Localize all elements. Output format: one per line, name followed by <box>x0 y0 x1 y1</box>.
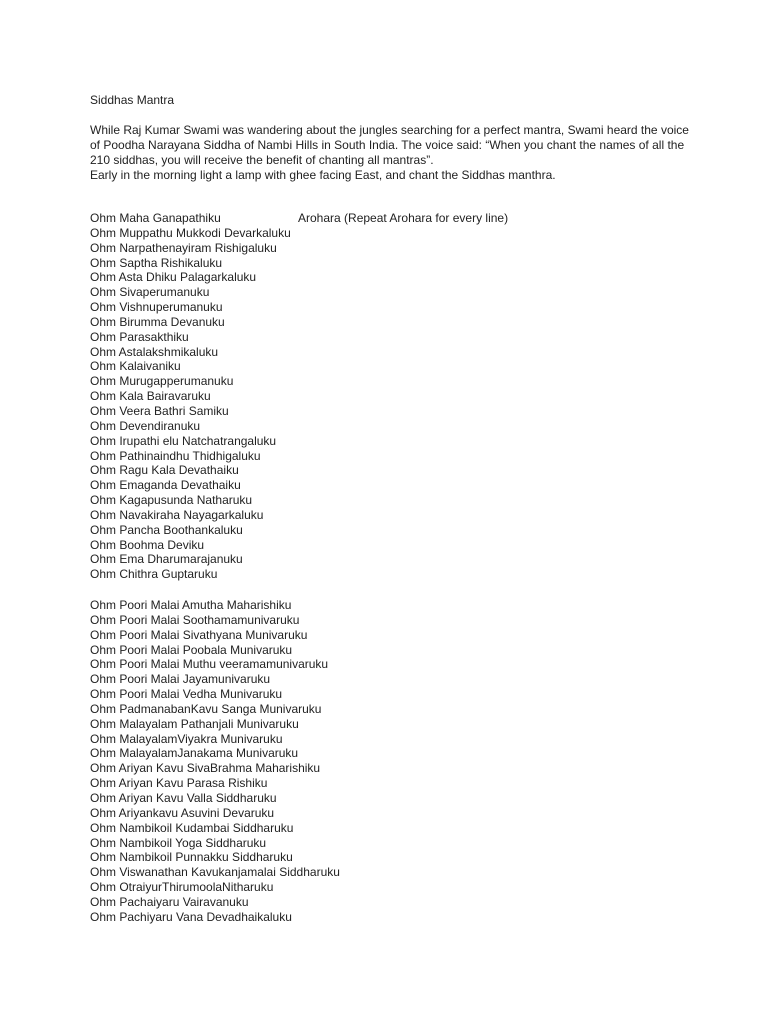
mantra-line <box>90 567 291 582</box>
mantra-line-text: Ohm Ragu Kala Devathaiku <box>90 463 239 478</box>
mantra-line <box>90 478 291 493</box>
mantra-line <box>90 463 291 478</box>
mantra-line <box>90 776 340 791</box>
mantra-line <box>90 672 340 687</box>
mantra-line-text: Ohm Astalakshmikaluku <box>90 344 219 359</box>
mantra-line <box>90 404 291 419</box>
mantra-line <box>90 330 291 345</box>
mantra-line <box>90 434 291 449</box>
mantra-line-text: Ohm Poori Malai Vedha Munivaruku <box>90 687 283 702</box>
mantra-line <box>90 746 340 761</box>
mantra-line-text: Ohm Pachiyaru Vana Devadhaikaluku <box>90 909 292 924</box>
mantra-line <box>90 285 291 300</box>
page-title: Siddhas Mantra <box>90 93 175 107</box>
mantra-line-text: Ohm Birumma Devanuku <box>90 314 225 329</box>
mantra-line-text: Ohm Poori Malai Jayamunivaruku <box>90 672 271 687</box>
mantra-line <box>90 628 340 643</box>
mantra-line <box>90 315 291 330</box>
mantra-line <box>90 493 291 508</box>
mantra-line <box>90 211 509 226</box>
mantra-line-text: Ohm Poori Malai Amutha Maharishiku <box>90 598 292 612</box>
mantra-line-text: Ohm Ariyan Kavu Valla Siddharuku <box>90 790 277 805</box>
mantra-line-text: Ohm Maha Ganapathiku <box>90 211 221 225</box>
mantra-line <box>90 523 291 538</box>
intro-paragraph: While Raj Kumar Swami was wandering about the jungles searching for a perfect mantra, Swami heard the voice of Poodha Narayana Siddha of Nambi Hills in South India. The voice said: “When you chant the names of all the 210 siddhas, you will receive the benefit of chanting all mantras”. <box>90 123 689 167</box>
mantra-line <box>90 508 291 523</box>
intro-instruction: Early in the morning light a lamp with ghee facing East, and chant the Siddhas manthra. <box>90 167 556 182</box>
mantra-list-deities <box>90 211 509 582</box>
mantra-line-text: Ohm Poori Malai Poobala Munivaruku <box>90 642 293 657</box>
mantra-line-text: Ohm Parasakthiku <box>90 329 189 344</box>
mantra-line-text: Ohm Muppathu Mukkodi Devarkaluku <box>90 225 291 240</box>
mantra-line <box>90 865 340 880</box>
mantra-line-text: Ohm Irupathi elu Natchatrangaluku <box>90 433 277 448</box>
mantra-line-text: Ohm Boohma Deviku <box>90 537 205 552</box>
mantra-line <box>90 806 340 821</box>
mantra-line <box>90 821 340 836</box>
mantra-line <box>90 761 340 776</box>
mantra-line <box>90 226 291 241</box>
mantra-line <box>90 910 340 925</box>
mantra-line <box>90 270 291 285</box>
mantra-line <box>90 345 291 360</box>
mantra-line <box>90 657 340 672</box>
mantra-line-text: Ohm Kala Bairavaruku <box>90 389 211 404</box>
mantra-line-text: Ohm Pachaiyaru Vairavanuku <box>90 894 249 909</box>
mantra-line-text: Ohm PadmanabanKavu Sanga Munivaruku <box>90 701 322 716</box>
mantra-line-text: Ohm MalayalamViyakra Munivaruku <box>90 731 283 746</box>
mantra-line <box>90 359 291 374</box>
mantra-line-text: Ohm Poori Malai Muthu veeramamunivaruku <box>90 657 329 672</box>
mantra-line-text: Ohm Malayalam Pathanjali Munivaruku <box>90 716 299 731</box>
mantra-list-siddhas <box>90 598 340 925</box>
mantra-line <box>90 552 291 567</box>
mantra-line <box>90 613 340 628</box>
mantra-line-text: Ohm Kalaivaniku <box>90 359 181 374</box>
mantra-line-text: Ohm MalayalamJanakama Munivaruku <box>90 746 299 761</box>
mantra-line <box>90 732 340 747</box>
intro-section <box>90 123 690 182</box>
refrain-note: Arohara (Repeat Arohara for every line) <box>298 211 509 225</box>
mantra-line-text: Ohm Pathinaindhu Thidhigaluku <box>90 448 261 463</box>
mantra-line <box>90 895 340 910</box>
mantra-line <box>90 374 291 389</box>
mantra-line <box>90 687 340 702</box>
mantra-line-text: Ohm Narpathenayiram Rishigaluku <box>90 240 277 255</box>
mantra-line-text: Ohm Saptha Rishikaluku <box>90 255 223 270</box>
mantra-line-text: Ohm Pancha Boothankaluku <box>90 522 243 537</box>
mantra-line <box>90 241 291 256</box>
mantra-line-text: Ohm Nambikoil Kudambai Siddharuku <box>90 820 294 835</box>
mantra-line-text: Ohm Nambikoil Yoga Siddharuku <box>90 835 267 850</box>
mantra-line <box>90 880 340 895</box>
mantra-line-text: Ohm Veera Bathri Samiku <box>90 403 229 418</box>
mantra-line <box>90 419 291 434</box>
mantra-line-text: Ohm Ema Dharumarajanuku <box>90 552 243 567</box>
mantra-line <box>90 449 291 464</box>
mantra-line <box>90 850 340 865</box>
mantra-line <box>90 389 291 404</box>
mantra-line <box>90 791 340 806</box>
mantra-line <box>90 300 291 315</box>
mantra-line-text: Ohm Kagapusunda Natharuku <box>90 493 253 508</box>
mantra-line-text: Ohm Navakiraha Nayagarkaluku <box>90 507 264 522</box>
mantra-line-text: Ohm Chithra Guptaruku <box>90 567 218 582</box>
mantra-line-text: Ohm Vishnuperumanuku <box>90 300 223 315</box>
mantra-line-text: Ohm Emaganda Devathaiku <box>90 478 241 493</box>
mantra-line-text: Ohm Ariyan Kavu SivaBrahma Maharishiku <box>90 761 321 776</box>
mantra-line <box>90 643 340 658</box>
mantra-line <box>90 256 291 271</box>
mantra-line <box>90 598 340 613</box>
mantra-line <box>90 538 291 553</box>
mantra-line-text: Ohm Asta Dhiku Palagarkaluku <box>90 270 257 285</box>
mantra-line-text: Ohm Poori Malai Sivathyana Munivaruku <box>90 627 308 642</box>
mantra-line-text: Ohm Murugapperumanuku <box>90 374 234 389</box>
mantra-line-text: Ohm Nambikoil Punnakku Siddharuku <box>90 850 293 865</box>
mantra-line-text: Ohm Sivaperumanuku <box>90 285 210 300</box>
mantra-line <box>90 836 340 851</box>
mantra-line-text: Ohm Poori Malai Soothamamunivaruku <box>90 612 300 627</box>
mantra-line-text: Ohm OtraiyurThirumoolaNitharuku <box>90 880 274 895</box>
mantra-line-text: Ohm Ariyankavu Asuvini Devaruku <box>90 805 275 820</box>
mantra-line-text: Ohm Ariyan Kavu Parasa Rishiku <box>90 776 268 791</box>
mantra-line-text: Ohm Viswanathan Kavukanjamalai Siddharuku <box>90 865 340 880</box>
mantra-line-text: Ohm Devendiranuku <box>90 418 201 433</box>
mantra-line <box>90 702 340 717</box>
mantra-line <box>90 717 340 732</box>
